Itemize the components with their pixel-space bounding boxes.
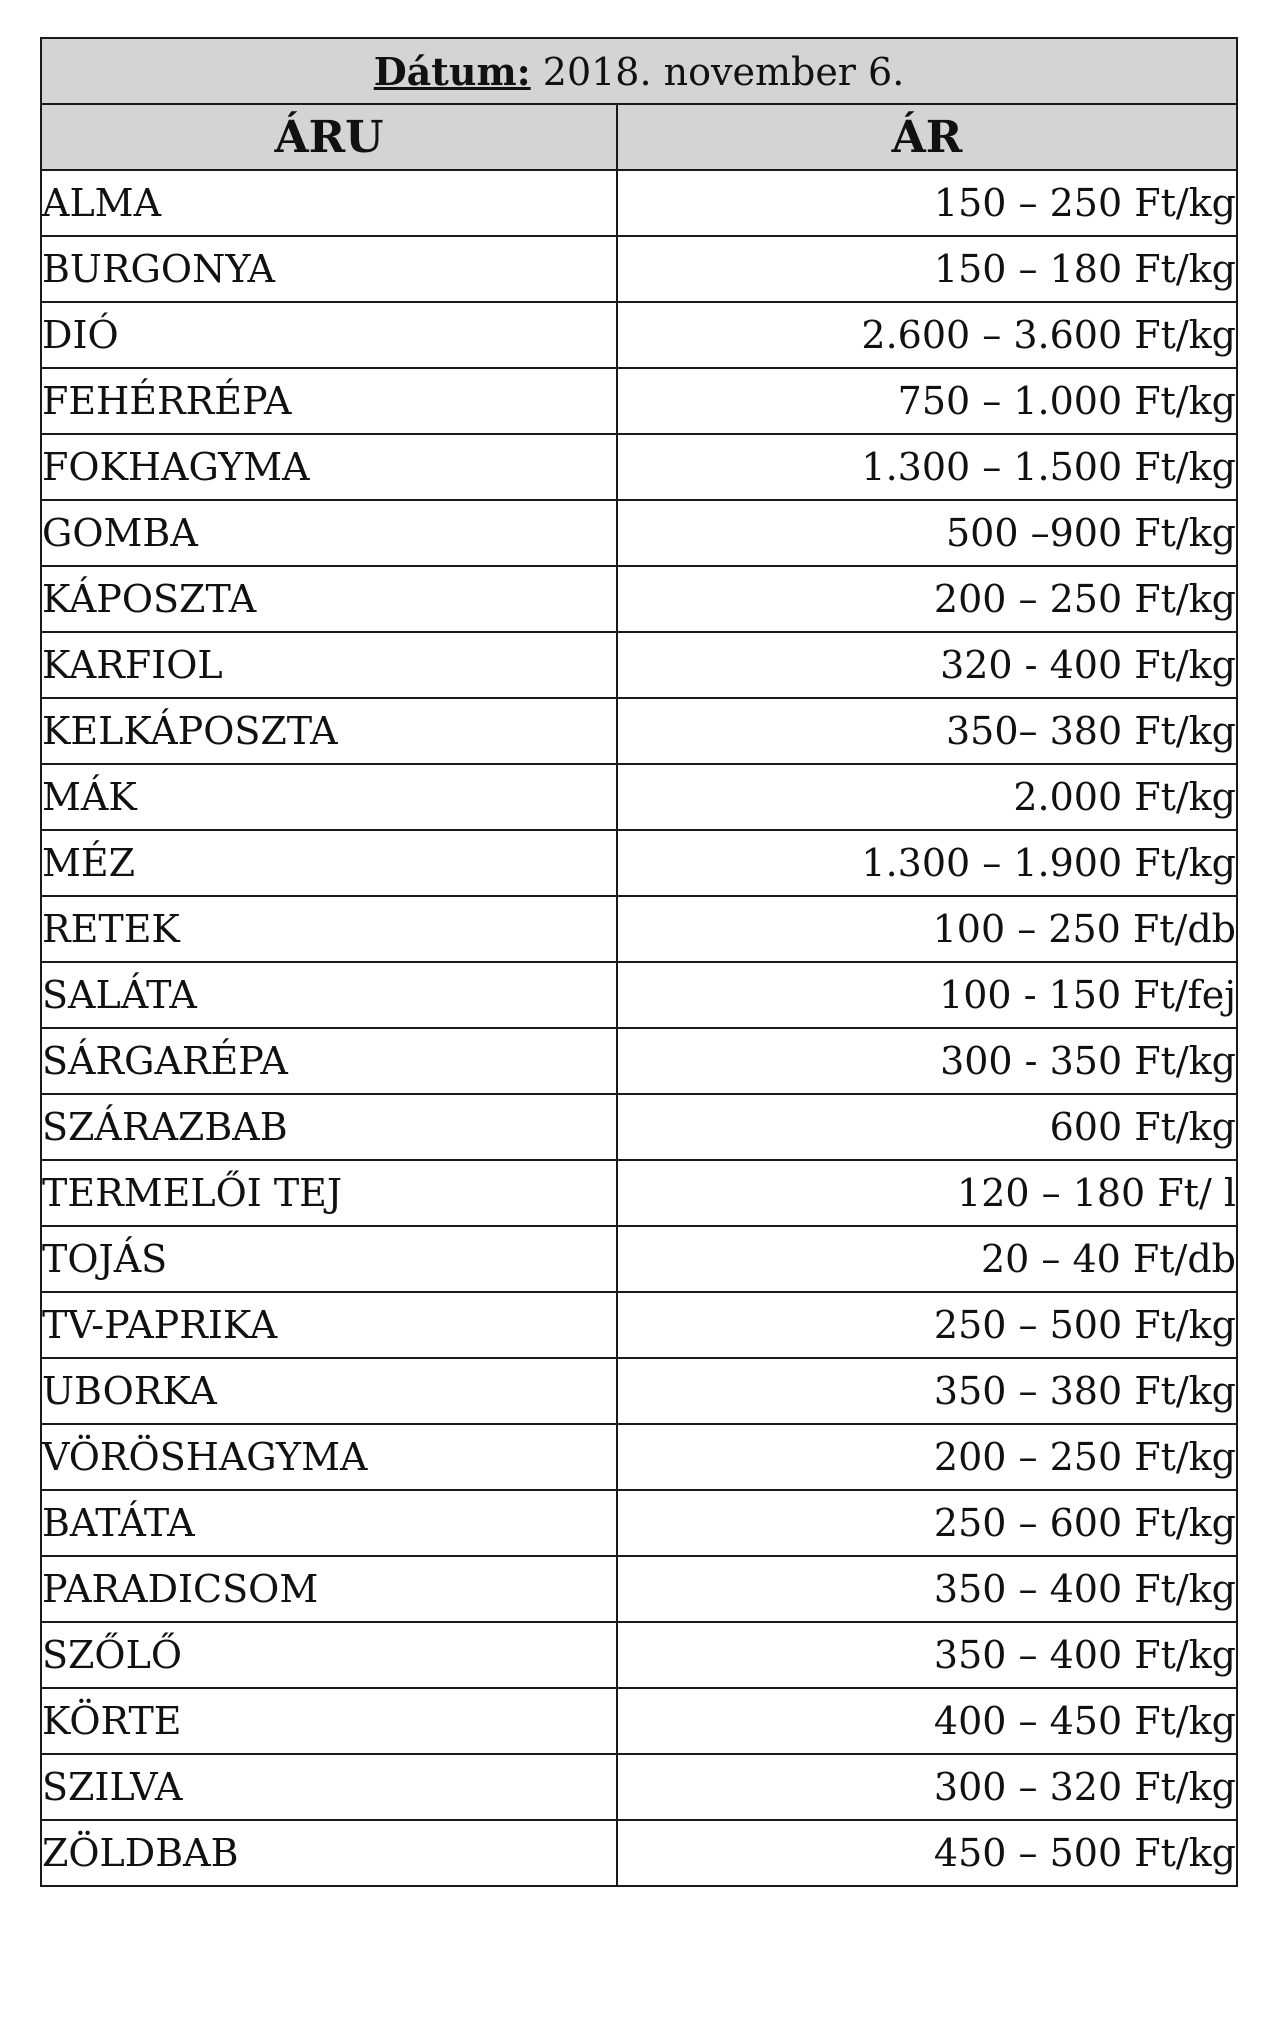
column-header-item: ÁRU: [41, 104, 617, 170]
price-table: [40, 37, 1238, 1887]
item-price-cell: 2.000 Ft/kg: [617, 764, 1237, 830]
item-name-cell: ALMA: [41, 170, 617, 236]
item-name-cell: SÁRGARÉPA: [41, 1028, 617, 1094]
item-name-cell: SALÁTA: [41, 962, 617, 1028]
table-row: [41, 1358, 1237, 1424]
item-price-cell: 350 – 400 Ft/kg: [617, 1622, 1237, 1688]
item-name-cell: ZÖLDBAB: [41, 1820, 617, 1886]
date-row: [41, 38, 1237, 104]
item-name-cell: RETEK: [41, 896, 617, 962]
item-name-cell: MÉZ: [41, 830, 617, 896]
item-price-cell: 1.300 – 1.500 Ft/kg: [617, 434, 1237, 500]
table-row: [41, 1292, 1237, 1358]
table-body: [41, 170, 1237, 1886]
table-row: [41, 1424, 1237, 1490]
item-price-cell: 350 – 400 Ft/kg: [617, 1556, 1237, 1622]
column-header-price: ÁR: [617, 104, 1237, 170]
item-price-cell: 200 – 250 Ft/kg: [617, 566, 1237, 632]
item-name-cell: SZILVA: [41, 1754, 617, 1820]
item-price-cell: 500 –900 Ft/kg: [617, 500, 1237, 566]
item-name-cell: TOJÁS: [41, 1226, 617, 1292]
table-row: [41, 1622, 1237, 1688]
table-row: [41, 1226, 1237, 1292]
table-row: [41, 170, 1237, 236]
table-row: [41, 830, 1237, 896]
date-cell: [41, 38, 1237, 104]
item-price-cell: 100 - 150 Ft/fej: [617, 962, 1237, 1028]
item-name-cell: SZÁRAZBAB: [41, 1094, 617, 1160]
item-name-cell: KÖRTE: [41, 1688, 617, 1754]
table-row: [41, 764, 1237, 830]
item-price-cell: 350 – 380 Ft/kg: [617, 1358, 1237, 1424]
header-row: [41, 104, 1237, 170]
item-price-cell: 1.300 – 1.900 Ft/kg: [617, 830, 1237, 896]
table-row: [41, 1490, 1237, 1556]
item-name-cell: BURGONYA: [41, 236, 617, 302]
item-name-cell: TV-PAPRIKA: [41, 1292, 617, 1358]
table-row: [41, 1160, 1237, 1226]
table-row: [41, 1820, 1237, 1886]
item-price-cell: 120 – 180 Ft/ l: [617, 1160, 1237, 1226]
item-price-cell: 320 - 400 Ft/kg: [617, 632, 1237, 698]
item-price-cell: 750 – 1.000 Ft/kg: [617, 368, 1237, 434]
item-name-cell: FEHÉRRÉPA: [41, 368, 617, 434]
item-price-cell: 200 – 250 Ft/kg: [617, 1424, 1237, 1490]
item-name-cell: BATÁTA: [41, 1490, 617, 1556]
table-row: [41, 896, 1237, 962]
item-price-cell: 600 Ft/kg: [617, 1094, 1237, 1160]
item-name-cell: KÁPOSZTA: [41, 566, 617, 632]
item-name-cell: MÁK: [41, 764, 617, 830]
item-price-cell: 300 - 350 Ft/kg: [617, 1028, 1237, 1094]
date-value: 2018. november 6.: [542, 49, 905, 94]
item-price-cell: 2.600 – 3.600 Ft/kg: [617, 302, 1237, 368]
table-row: [41, 434, 1237, 500]
date-label: Dátum:: [373, 48, 531, 94]
table-row: [41, 1754, 1237, 1820]
item-price-cell: 450 – 500 Ft/kg: [617, 1820, 1237, 1886]
item-price-cell: 250 – 500 Ft/kg: [617, 1292, 1237, 1358]
item-name-cell: SZŐLŐ: [41, 1622, 617, 1688]
table-row: [41, 566, 1237, 632]
table-row: [41, 368, 1237, 434]
item-name-cell: VÖRÖSHAGYMA: [41, 1424, 617, 1490]
item-name-cell: DIÓ: [41, 302, 617, 368]
item-name-cell: TERMELŐI TEJ: [41, 1160, 617, 1226]
table-row: [41, 698, 1237, 764]
item-price-cell: 100 – 250 Ft/db: [617, 896, 1237, 962]
item-price-cell: 150 – 250 Ft/kg: [617, 170, 1237, 236]
table-row: [41, 1094, 1237, 1160]
table-row: [41, 500, 1237, 566]
item-name-cell: UBORKA: [41, 1358, 617, 1424]
item-price-cell: 350– 380 Ft/kg: [617, 698, 1237, 764]
item-name-cell: PARADICSOM: [41, 1556, 617, 1622]
item-price-cell: 20 – 40 Ft/db: [617, 1226, 1237, 1292]
table-row: [41, 632, 1237, 698]
item-name-cell: KARFIOL: [41, 632, 617, 698]
item-price-cell: 400 – 450 Ft/kg: [617, 1688, 1237, 1754]
item-price-cell: 150 – 180 Ft/kg: [617, 236, 1237, 302]
item-price-cell: 300 – 320 Ft/kg: [617, 1754, 1237, 1820]
table-row: [41, 1028, 1237, 1094]
item-name-cell: FOKHAGYMA: [41, 434, 617, 500]
table-row: [41, 1688, 1237, 1754]
table-row: [41, 302, 1237, 368]
item-name-cell: GOMBA: [41, 500, 617, 566]
item-name-cell: KELKÁPOSZTA: [41, 698, 617, 764]
item-price-cell: 250 – 600 Ft/kg: [617, 1490, 1237, 1556]
table-row: [41, 236, 1237, 302]
table-row: [41, 1556, 1237, 1622]
table-row: [41, 962, 1237, 1028]
